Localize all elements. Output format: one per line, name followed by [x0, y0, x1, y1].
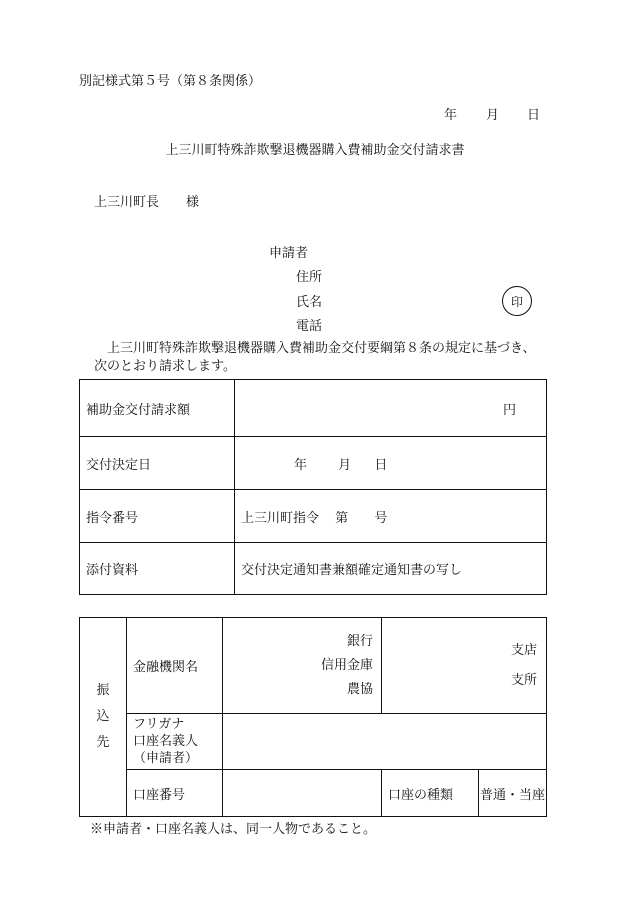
directive-prefix: 上三川町指令 — [241, 510, 320, 526]
attachment-value: 交付決定通知書兼額確定通知書の写し — [235, 543, 547, 595]
furigana-label: フリガナ — [133, 717, 185, 732]
directive-go: 号 — [374, 510, 388, 526]
decision-date-field[interactable] — [235, 437, 547, 490]
institution-label: 金融機関名 — [127, 618, 223, 714]
date-year-label: 年 — [444, 108, 458, 123]
institution-type-field[interactable] — [223, 618, 382, 714]
transfer-section-header — [80, 618, 127, 817]
directive-dai: 第 — [335, 510, 349, 526]
applicant-phone-label: 電話 — [296, 319, 323, 334]
transfer-table — [79, 617, 547, 817]
decision-year-label: 年 — [294, 457, 308, 473]
applicant-note-label: （申請者） — [133, 751, 199, 766]
transfer-char-1: 振 — [96, 683, 110, 698]
attachment-row — [80, 543, 547, 595]
holder-name-label: 口座名義人 — [133, 734, 199, 749]
date-month-label: 月 — [486, 108, 500, 123]
decision-month-label: 月 — [338, 457, 352, 473]
amount-label: 補助金交付請求額 — [80, 380, 235, 437]
transfer-char-3: 先 — [96, 735, 110, 750]
account-holder-label — [127, 714, 223, 770]
decision-date-label: 交付決定日 — [80, 437, 235, 490]
account-type-label: 口座の種類 — [382, 770, 479, 817]
account-row — [80, 770, 547, 817]
date-day-label: 日 — [527, 108, 541, 123]
branch-shisho-label: 支所 — [510, 672, 537, 688]
decision-day-label: 日 — [374, 457, 388, 473]
account-type-value[interactable]: 普通・当座 — [479, 770, 547, 817]
holder-row — [80, 714, 547, 770]
applicant-name-label: 氏名 — [296, 295, 323, 310]
addressee-honorific: 様 — [186, 195, 200, 210]
branch-shiten-label: 支店 — [510, 642, 537, 658]
account-holder-field[interactable] — [223, 714, 547, 770]
applicant-heading: 申請者 — [269, 246, 309, 261]
transfer-char-2: 込 — [96, 709, 110, 724]
applicant-address-label: 住所 — [296, 270, 323, 285]
branch-type-field[interactable] — [382, 618, 547, 714]
directive-label: 指令番号 — [80, 490, 235, 543]
account-number-label: 口座番号 — [127, 770, 223, 817]
body-text-line1: 上三川町特殊詐欺撃退機器購入費補助金交付要綱第８条の規定に基づき、 — [107, 341, 536, 356]
request-table — [79, 379, 547, 595]
seal-mark: 印 — [502, 286, 532, 316]
form-number: 別記様式第５号（第８条関係） — [79, 74, 262, 89]
attachment-label: 添付資料 — [80, 543, 235, 595]
agri-coop-label: 農協 — [346, 681, 373, 697]
decision-date-row — [80, 437, 547, 490]
amount-field[interactable] — [235, 380, 547, 437]
amount-row — [80, 380, 547, 437]
bank-label: 銀行 — [346, 633, 373, 649]
directive-field[interactable] — [235, 490, 547, 543]
footnote: ※申請者・口座名義人は、同一人物であること。 — [90, 822, 377, 837]
credit-union-label: 信用金庫 — [320, 657, 373, 673]
document-title: 上三川町特殊詐欺撃退機器購入費補助金交付請求書 — [165, 143, 465, 158]
body-text-line2: 次のとおり請求します。 — [94, 359, 236, 374]
directive-row — [80, 490, 547, 543]
amount-unit: 円 — [502, 402, 516, 418]
addressee-name: 上三川町長 — [94, 195, 160, 210]
institution-row — [80, 618, 547, 714]
account-number-field[interactable] — [223, 770, 382, 817]
